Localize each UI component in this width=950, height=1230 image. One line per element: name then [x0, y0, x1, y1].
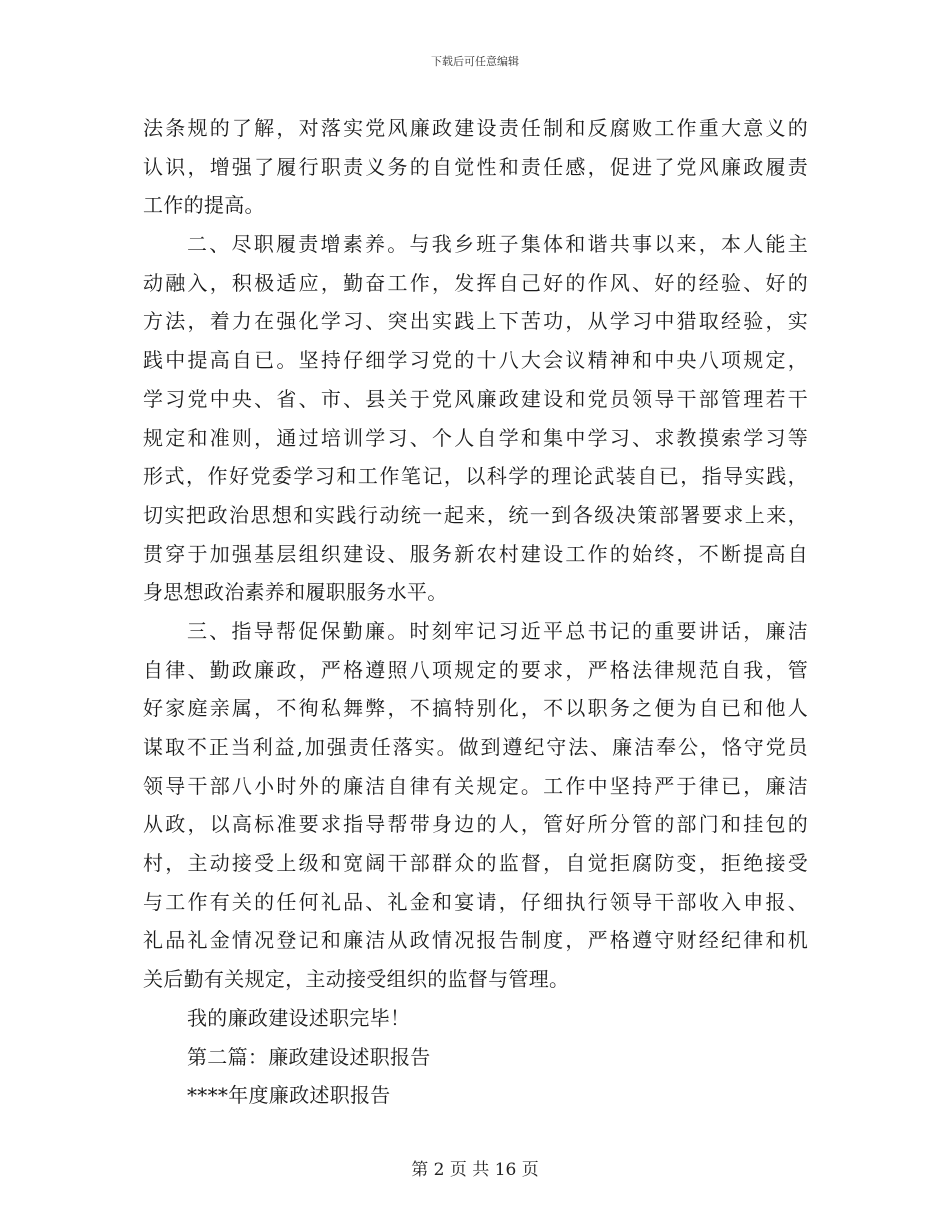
body-line: 关后勤有关规定，主动接受组织的监督与管理。 [143, 967, 570, 992]
closing-line: 我的廉政建设述职完毕！ [187, 1005, 411, 1030]
body-line: 好家庭亲属，不徇私舞弊，不搞特别化，不以职务之便为自已和他人 [143, 696, 808, 721]
page-number-footer: 第 2 页 共 16 页 [411, 1160, 539, 1180]
body-line: 工作的提高。 [143, 193, 265, 218]
body-line: 切实把政治思想和实践行动统一起来，统一到各级决策部署要求上来， [143, 502, 808, 527]
body-line: 贯穿于加强基层组织建设、服务新农村建设工作的始终，不断提高自 [143, 541, 808, 566]
body-line: 身思想政治素养和履职服务水平。 [143, 580, 448, 605]
body-line: 礼品礼金情况登记和廉洁从政情况报告制度，严格遵守财经纪律和机 [143, 928, 808, 953]
page-header: 下载后可任意编辑 [431, 55, 519, 68]
section-heading-line: 三、指导帮促保勤廉。时刻牢记习近平总书记的重要讲话，廉洁 [187, 618, 808, 643]
body-line: 方法，着力在强化学习、突出实践上下苦功，从学习中猎取经验，实 [143, 309, 808, 334]
body-line: 自律、勤政廉政，严格遵照八项规定的要求，严格法律规范自我，管 [143, 657, 808, 682]
report-title: ****年度廉政述职报告 [187, 1083, 391, 1108]
body-line: 谋取不正当利益,加强责任落实。做到遵纪守法、廉洁奉公，恪守党员 [143, 735, 808, 759]
chapter-title: 第二篇：廉政建设述职报告 [187, 1044, 431, 1069]
body-line: 规定和准则，通过培训学习、个人自学和集中学习、求教摸索学习等 [143, 425, 808, 450]
body-line: 与工作有关的任何礼品、礼金和宴请，仔细执行领导干部收入申报、 [143, 889, 808, 914]
body-line: 认识，增强了履行职责义务的自觉性和责任感，促进了党风廉政履责 [143, 154, 808, 179]
body-line: 从政，以高标准要求指导帮带身边的人，管好所分管的部门和挂包的 [143, 812, 808, 837]
body-line: 动融入，积极适应，勤奋工作，发挥自己好的作风、好的经验、好的 [143, 270, 808, 295]
body-line: 村，主动接受上级和宽阔干部群众的监督，自觉拒腐防变，拒绝接受 [143, 851, 808, 876]
document-body [143, 109, 808, 1115]
body-line: 践中提高自已。坚持仔细学习党的十八大会议精神和中央八项规定， [143, 348, 808, 373]
body-line: 形式，作好党委学习和工作笔记，以科学的理论武装自已，指导实践， [143, 464, 808, 489]
body-line: 学习党中央、省、市、县关于党风廉政建设和党员领导干部管理若干 [143, 386, 808, 411]
section-heading-line: 二、尽职履责增素养。与我乡班子集体和谐共事以来，本人能主 [187, 232, 808, 257]
body-line: 法条规的了解，对落实党风廉政建设责任制和反腐败工作重大意义的 [143, 116, 808, 140]
body-line: 领导干部八小时外的廉洁自律有关规定。工作中坚持严于律已，廉洁 [143, 773, 808, 798]
